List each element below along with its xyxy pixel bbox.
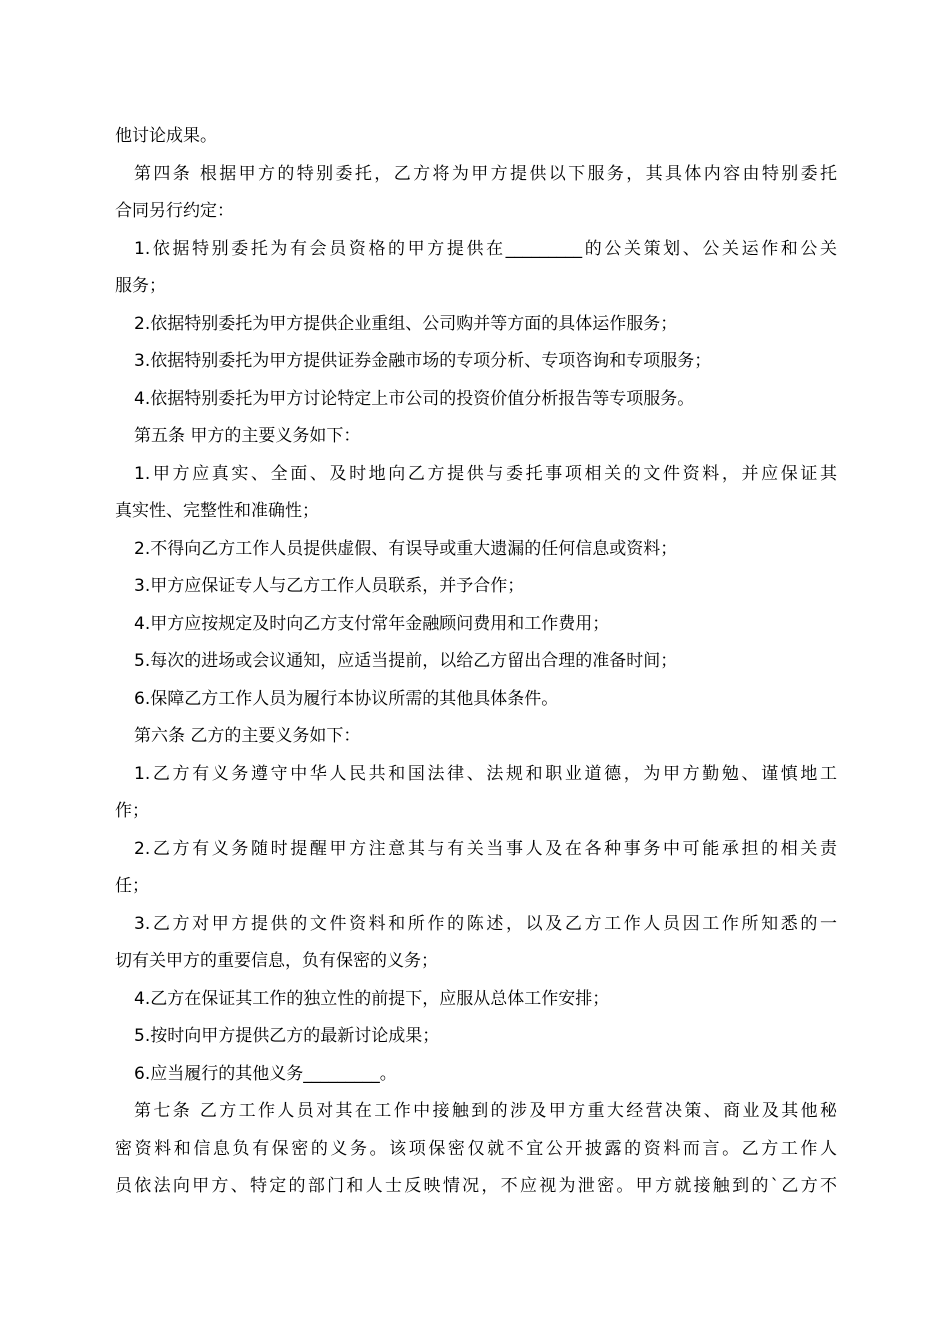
list-item: 1.甲方应真实、全面、及时地向乙方提供与委托事项相关的文件资料，并应保证其 bbox=[134, 463, 837, 484]
list-item: 6.应当履行的其他义务_________。 bbox=[134, 1063, 397, 1084]
text-line: 服务； bbox=[115, 276, 166, 296]
list-item: 4.乙方在保证其工作的独立性的前提下，应服从总体工作安排； bbox=[134, 988, 610, 1009]
text-line: 员依法向甲方、特定的部门和人士反映情况，不应视为泄密。甲方就接触到的`乙方不 bbox=[115, 1176, 837, 1196]
list-item: 5.按时向甲方提供乙方的最新讨论成果； bbox=[134, 1026, 440, 1046]
list-item: 1.乙方有义务遵守中华人民共和国法律、法规和职业道德，为甲方勤勉、谨慎地工 bbox=[134, 763, 837, 784]
article-6-heading: 第六条 乙方的主要义务如下： bbox=[134, 726, 361, 746]
article-5-heading: 第五条 甲方的主要义务如下： bbox=[134, 426, 361, 446]
list-item: 5.每次的进场或会议通知，应适当提前，以给乙方留出合理的准备时间； bbox=[134, 651, 678, 671]
list-item: 4.甲方应按规定及时向乙方支付常年金融顾问费用和工作费用； bbox=[134, 613, 610, 634]
list-item: 4.依据特别委托为甲方讨论特定上市公司的投资价值分析报告等专项服务。 bbox=[134, 388, 695, 409]
list-item: 1.依据特别委托为有会员资格的甲方提供在_________的公关策划、公关运作和公关 bbox=[134, 238, 837, 259]
article-7-heading: 第七条 乙方工作人员对其在工作中接触到的涉及甲方重大经营决策、商业及其他秘 bbox=[134, 1101, 837, 1121]
list-item: 3.依据特别委托为甲方提供证券金融市场的专项分析、专项咨询和专项服务； bbox=[134, 351, 712, 371]
text-line: 合同另行约定： bbox=[115, 201, 234, 221]
text-line: 切有关甲方的重要信息，负有保密的义务； bbox=[115, 951, 438, 971]
text-line: 真实性、完整性和准确性； bbox=[115, 501, 319, 521]
list-item: 3.甲方应保证专人与乙方工作人员联系，并予合作； bbox=[134, 576, 525, 596]
article-4-heading: 第四条 根据甲方的特别委托，乙方将为甲方提供以下服务，其具体内容由特别委托 bbox=[134, 163, 837, 184]
list-item: 6.保障乙方工作人员为履行本协议所需的其他具体条件。 bbox=[134, 688, 559, 709]
text-line: 密资料和信息负有保密的义务。该项保密仅就不宜公开披露的资料而言。乙方工作人 bbox=[115, 1138, 837, 1159]
document-page bbox=[115, 118, 837, 1206]
text-line: 他讨论成果。 bbox=[115, 126, 217, 146]
list-item: 3.乙方对甲方提供的文件资料和所作的陈述，以及乙方工作人员因工作所知悉的一 bbox=[134, 913, 837, 934]
list-item: 2.不得向乙方工作人员提供虚假、有误导或重大遗漏的任何信息或资料； bbox=[134, 538, 678, 559]
list-item: 2.乙方有义务随时提醒甲方注意其与有关当事人及在各种事务中可能承担的相关责 bbox=[134, 838, 837, 859]
text-line: 任； bbox=[115, 876, 149, 896]
list-item: 2.依据特别委托为甲方提供企业重组、公司购并等方面的具体运作服务； bbox=[134, 313, 678, 334]
text-line: 作； bbox=[115, 801, 149, 821]
